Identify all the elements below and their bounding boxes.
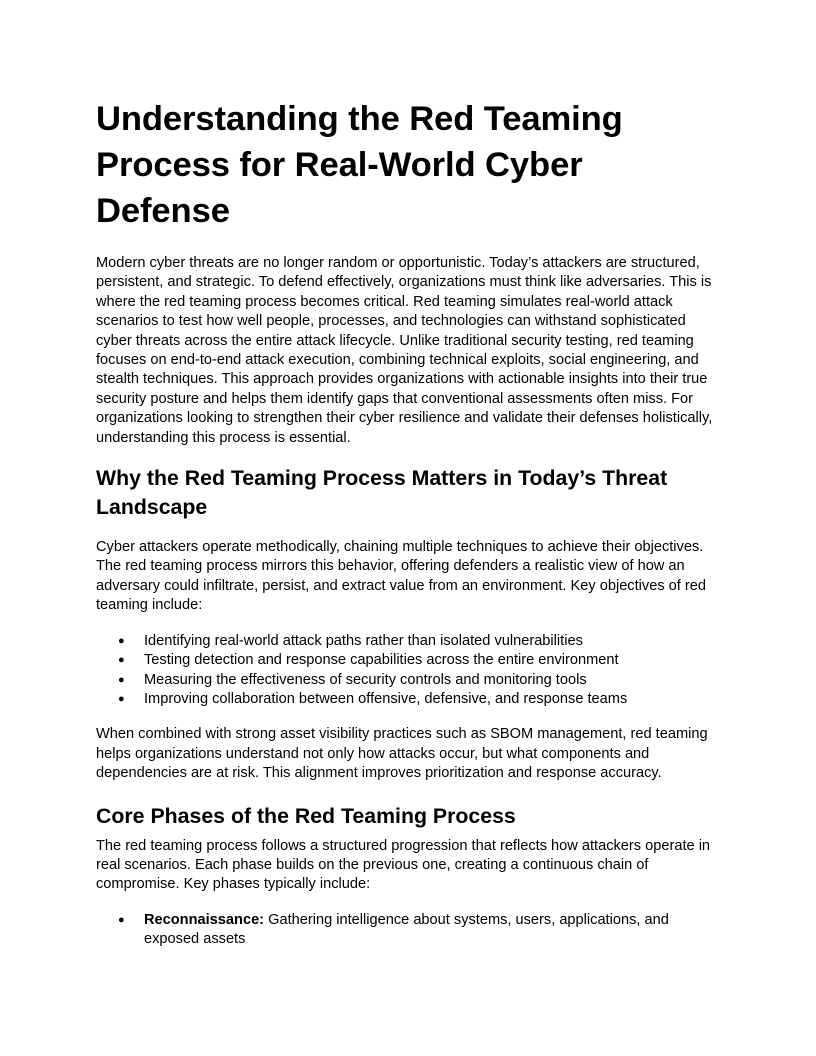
list-item (96, 671, 720, 690)
bullet-icon: ● (118, 654, 125, 667)
bullet-icon: ● (118, 634, 125, 647)
objectives-list (96, 632, 720, 710)
list-item-text: Improving collaboration between offensive, defensive, and response teams (144, 690, 628, 707)
list-item (96, 651, 720, 670)
list-item-text: Measuring the effectiveness of security controls and monitoring tools (144, 671, 587, 688)
bullet-icon: ● (118, 913, 125, 926)
document-page (96, 96, 720, 950)
phases-list (96, 911, 720, 950)
phase-description: Gathering intelligence about systems, users, applications, and exposed assets (144, 911, 669, 948)
list-item-text: Identifying real-world attack paths rather than isolated vulnerabilities (144, 632, 583, 649)
section-why-it-matters-closing: When combined with strong asset visibility practices such as SBOM management, red teaming helps organizations understand not only how attacks occur, but what components and dependencies are at risk. This alignment improves prioritization and response accuracy. (96, 726, 708, 782)
intro-paragraph: Modern cyber threats are no longer random or opportunistic. Today’s attackers are structured, persistent, and strategic. To defend effectively, organizations must think like adversaries. This is where the red teaming process becomes critical. Red teaming simulates real-world attack scenarios to test how well people, processes, and technologies can withstand sophisticated cyber threats across the entire attack lifecycle. Unlike traditional security testing, red teaming focuses on end-to-end attack execution, combining technical exploits, social engineering, and stealth techniques. This approach provides organizations with actionable insights into their true security posture and helps them identify gaps that conventional assessments often miss. For organizations looking to strengthen their cyber resilience and validate their defenses holistically, understanding this process is essential. (96, 255, 713, 446)
bullet-icon: ● (118, 692, 125, 705)
document-title: Understanding the Red Teaming Process for Real-World Cyber Defense (96, 100, 623, 230)
section-core-phases-paragraph: The red teaming process follows a structured progression that reflects how attackers operate in real scenarios. Each phase builds on the previous one, creating a continuous chain of compromise. Key phases typically include: (96, 837, 711, 893)
section-heading-core-phases: Core Phases of the Red Teaming Process (96, 803, 516, 828)
section-heading-why-it-matters: Why the Red Teaming Process Matters in Today’s Threat Landscape (96, 466, 668, 520)
list-item (96, 690, 720, 709)
section-why-it-matters-paragraph: Cyber attackers operate methodically, chaining multiple techniques to achieve their objectives. The red teaming process mirrors this behavior, offering defenders a realistic view of how an adversary could infiltrate, persist, and extract value from an environment. Key objectives of red teaming include: (96, 539, 706, 614)
phase-label: Reconnaissance: (144, 911, 265, 928)
list-item (96, 632, 720, 651)
list-item (96, 911, 720, 950)
bullet-icon: ● (118, 673, 125, 686)
list-item-text: Testing detection and response capabilities across the entire environment (144, 652, 619, 669)
